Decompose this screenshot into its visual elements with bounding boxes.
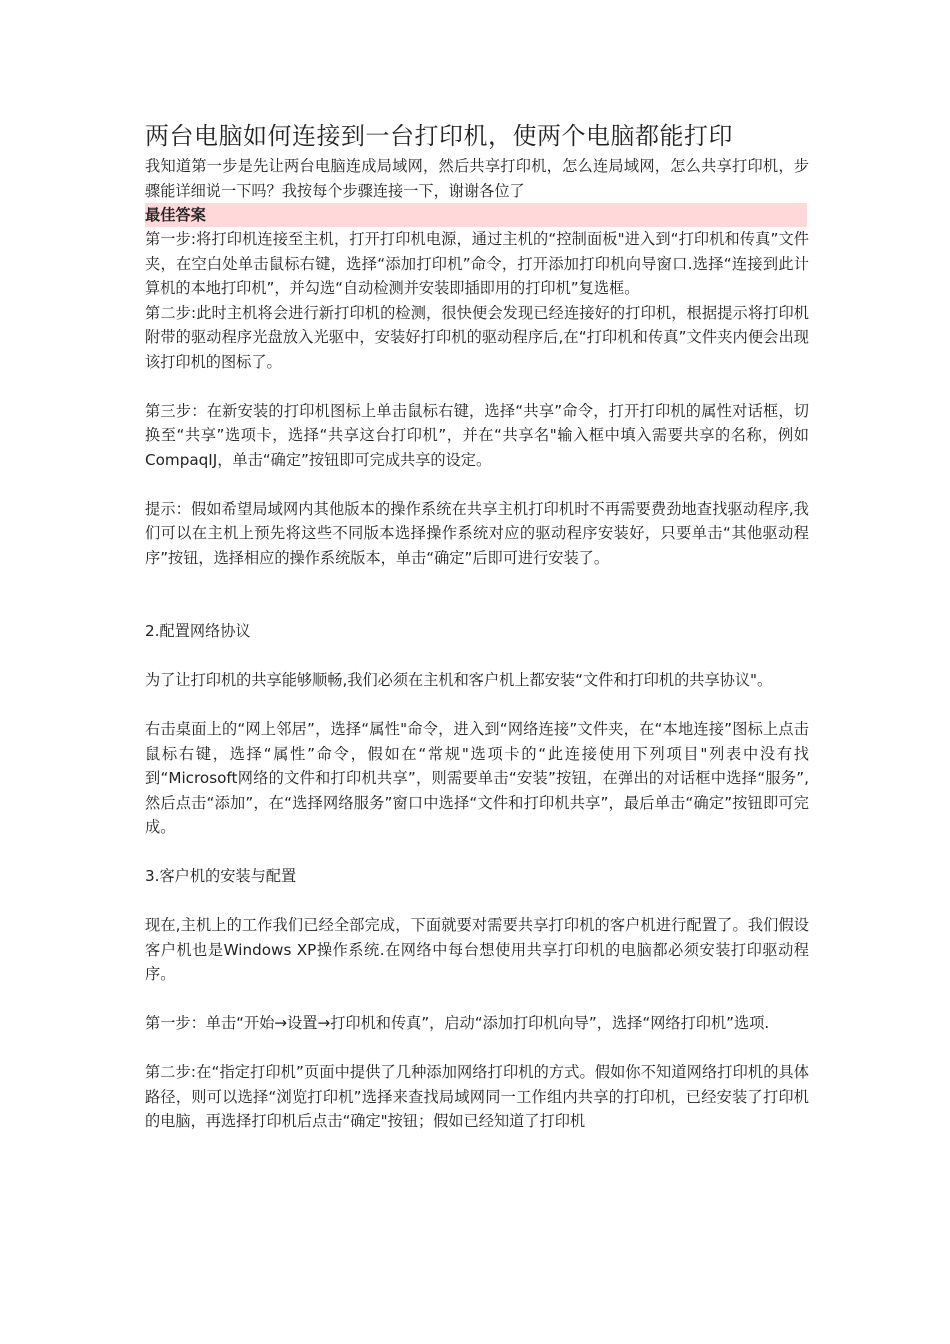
spacer xyxy=(145,1036,809,1061)
section-3-heading: 3.客户机的安装与配置 xyxy=(145,867,297,885)
section-2-paragraph-1: 为了让打印机的共享能够顺畅,我们必须在主机和客户机上都安装“文件和打印机的共享协议"。 xyxy=(145,671,773,689)
spacer xyxy=(145,644,809,669)
answer-tip: 提示：假如希望局域网内其他版本的操作系统在共享主机打印机时不再需要费劲地查找驱动程序,我们可以在主机上预先将这些不同版本选择操作系统对应的驱动程序安装好，只要单击“其他驱动程序”按钮，选择相应的操作系统版本，单击“确定”后即可进行安装了。 xyxy=(145,499,809,567)
spacer xyxy=(145,570,809,619)
answer-step-1: 第一步:将打印机连接至主机，打开打印机电源，通过主机的“控制面板"进入到“打印机和传真”文件夹，在空白处单击鼠标右键，选择“添加打印机”命令，打开添加打印机向导窗口.选择“连接到此计算机的本地打印机”，并勾选“自动检测并安装即插即用的打印机”复选框。 xyxy=(145,230,809,297)
question-text: 我知道第一步是先让两台电脑连成局域网，然后共享打印机，怎么连局域网，怎么共享打印机，步骤能详细说一下吗？我按每个步骤连接一下，谢谢各位了 xyxy=(145,157,809,200)
section-2-paragraph-2: 右击桌面上的“网上邻居”，选择“属性"命令，进入到“网络连接”文件夹，在“本地连接”图标上点击鼠标右键，选择“属性”命令，假如在“常规"选项卡的“此连接使用下列项目"列表中没有找到“Microsoft网络的文件和打印机共享”，则需要单击“安装”按钮，在弹出的对话框中选择“服务”,然后点击“添加”，在“选择网络服务”窗口中选择“文件和打印机共享”，最后单击“确定”按钮即可完成。 xyxy=(145,720,809,836)
section-2-heading: 2.配置网络协议 xyxy=(145,622,251,640)
best-answer-label: 最佳答案 xyxy=(145,203,807,227)
spacer xyxy=(145,693,809,718)
document-page xyxy=(145,118,809,1134)
spacer xyxy=(145,840,809,865)
spacer xyxy=(145,889,809,914)
spacer xyxy=(145,374,809,399)
answer-step-2: 第二步:此时主机将会进行新打印机的检测，很快便会发现已经连接好的打印机，根据提示将打印机附带的驱动程序光盘放入光驱中，安装好打印机的驱动程序后,在“打印机和传真”文件夹内便会出现该打印机的图标了。 xyxy=(145,303,809,371)
document-title: 两台电脑如何连接到一台打印机，使两个电脑都能打印 xyxy=(145,122,733,150)
section-3-paragraph-1: 现在,主机上的工作我们已经全部完成，下面就要对需要共享打印机的客户机进行配置了。我们假设客户机也是Windows XP操作系统.在网络中每台想使用共享打印机的电脑都必须安装打印驱动程序。 xyxy=(145,916,809,983)
spacer xyxy=(145,472,809,497)
section-3-step-1: 第一步：单击“开始→设置→打印机和传真”，启动“添加打印机向导”，选择“网络打印机”选项. xyxy=(145,1014,770,1032)
answer-step-3: 第三步：在新安装的打印机图标上单击鼠标右键，选择“共享”命令，打开打印机的属性对话框，切换至“共享”选项卡，选择“共享这台打印机”，并在“共享名"输入框中填入需要共享的名称，例如CompaqIJ，单击“确定”按钮即可完成共享的设定。 xyxy=(145,401,809,469)
section-3-step-2: 第二步:在“指定打印机”页面中提供了几种添加网络打印机的方式。假如你不知道网络打印机的具体路径，则可以选择“浏览打印机”选择来查找局域网同一工作组内共享的打印机，已经安装了打印机的电脑，再选择打印机后点击“确定"按钮；假如已经知道了打印机 xyxy=(145,1063,809,1130)
spacer xyxy=(145,987,809,1012)
